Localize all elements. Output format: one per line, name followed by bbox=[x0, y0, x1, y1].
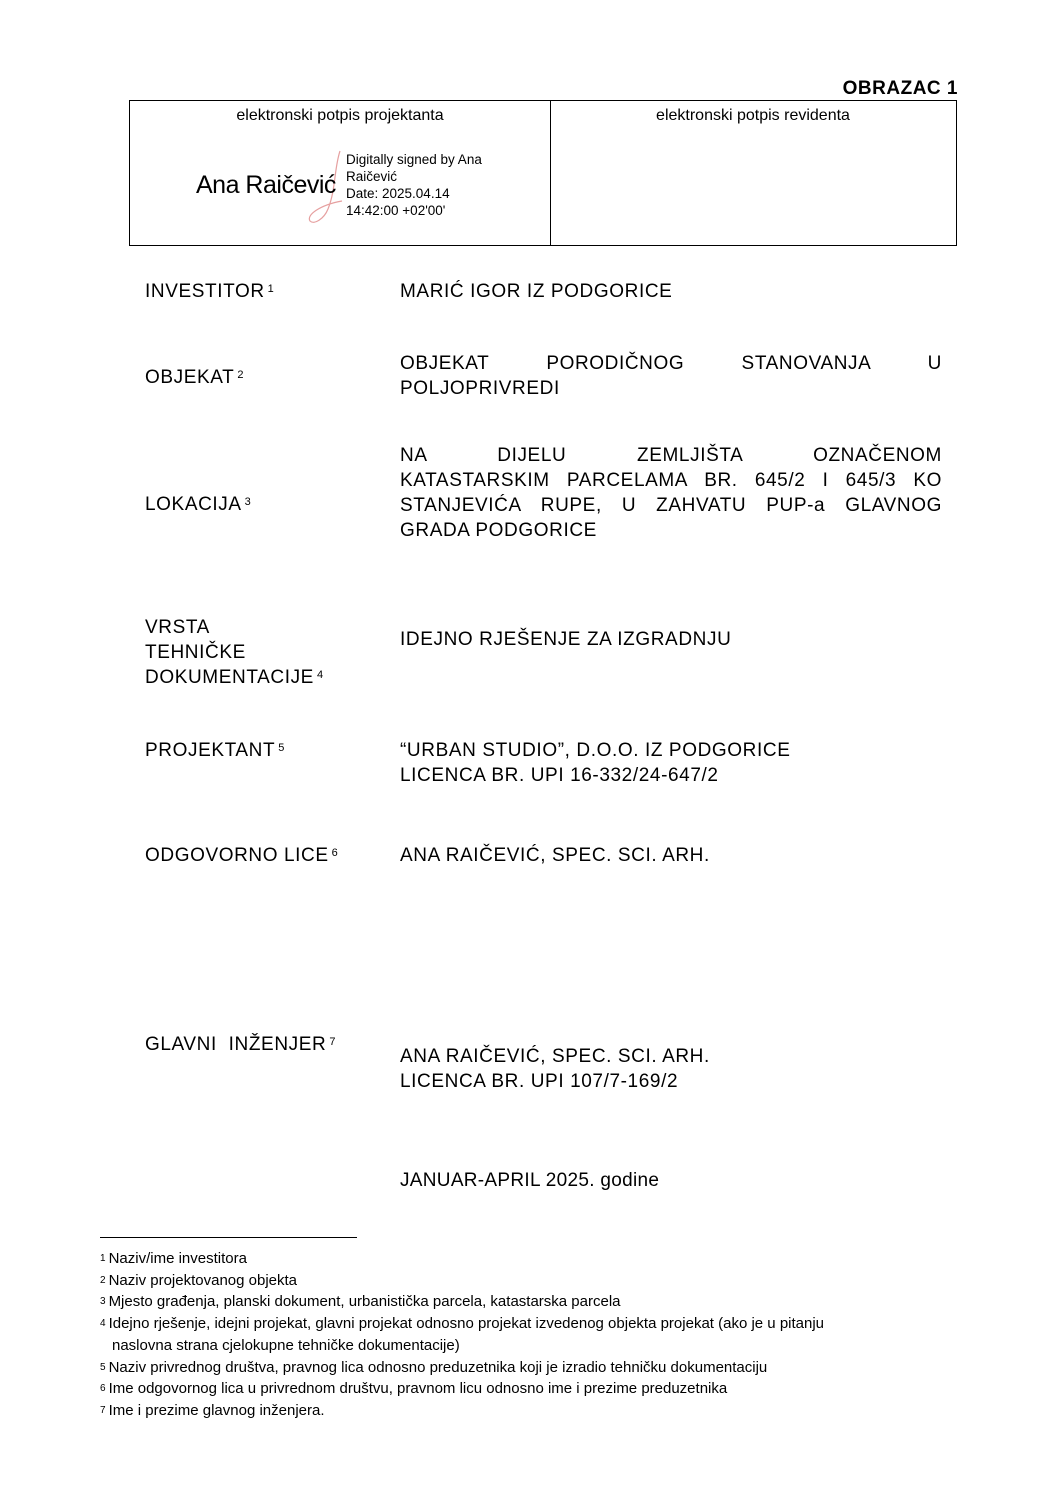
lokacija-value-line: GRADA PODGORICE bbox=[400, 520, 597, 541]
glavni-inzenjer-label: GLAVNI INŽENJER $^7$ bbox=[145, 1034, 337, 1055]
signature-box bbox=[129, 100, 957, 246]
lokacija-value-line: NA DIJELU ZEMLJIŠTA OZNAČENOM bbox=[400, 445, 942, 466]
signature-detail-line: 14:42:00 +02'00' bbox=[346, 203, 446, 218]
footnote: $^2$ Naziv projektovanog objekta bbox=[100, 1271, 298, 1289]
footnote: $^6$ Ime odgovornog lica u privrednom društvu, pravnom licu odnosno ime i prezime preduzetnika bbox=[100, 1380, 728, 1398]
signature-detail-line: Raičević bbox=[346, 169, 398, 184]
glavni-inzenjer-value-line: ANA RAIČEVIĆ, SPEC. SCI. ARH. bbox=[400, 1046, 710, 1067]
signature-detail-line: Date: 2025.04.14 bbox=[346, 186, 450, 201]
objekat-value-line: POLJOPRIVREDI bbox=[400, 378, 560, 399]
footnote: $^4$ Idejno rješenje, idejni projekat, glavni projekat odnosno projekat izvedenog objekta projekat (ako je u pitanju bbox=[100, 1315, 825, 1333]
odgovorno-lice-label: ODGOVORNO LICE $^6$ bbox=[145, 845, 339, 866]
signature-details bbox=[346, 151, 482, 219]
lokacija-label: LOKACIJA $^3$ bbox=[145, 494, 252, 515]
vrsta-label: VRSTA TEHNIČKE DOKUMENTACIJE $^4$ bbox=[145, 617, 324, 688]
investitor-value: MARIĆ IGOR IZ PODGORICE bbox=[400, 281, 673, 302]
projektant-value-line: LICENCA BR. UPI 16-332/24-647/2 bbox=[400, 765, 719, 786]
footnotes bbox=[100, 1248, 824, 1422]
investitor-label: INVESTITOR $^1$ bbox=[145, 281, 275, 302]
footnote-continuation: naslovna strana cjelokupne tehničke dokumentacije) bbox=[112, 1336, 460, 1354]
vrsta-value: IDEJNO RJEŠENJE ZA IZGRADNJU bbox=[400, 629, 732, 650]
projektant-value-line: “URBAN STUDIO”, D.O.O. IZ PODGORICE bbox=[400, 740, 791, 761]
reviewer-signature-header: elektronski potpis revidenta bbox=[656, 107, 850, 124]
footnote: $^5$ Naziv privrednog društva, pravnog lica odnosno preduzetnika koji je izradio tehničku dokumentaciju bbox=[100, 1358, 768, 1376]
signer-name: Ana Raičević bbox=[196, 171, 336, 199]
footnote-separator bbox=[100, 1237, 357, 1238]
signature-detail-line: Digitally signed by Ana bbox=[346, 152, 482, 167]
odgovorno-lice-value: ANA RAIČEVIĆ, SPEC. SCI. ARH. bbox=[400, 845, 710, 866]
projektant-label: PROJEKTANT $^5$ bbox=[145, 740, 285, 761]
footnote: $^7$ Ime i prezime glavnog inženjera. bbox=[100, 1401, 325, 1419]
lokacija-value-line: STANJEVIĆA RUPE, U ZAHVATU PUP-a GLAVNOG bbox=[400, 495, 942, 516]
footnote: $^3$ Mjesto građenja, planski dokument, urbanistička parcela, katastarska parcela bbox=[100, 1293, 621, 1311]
objekat-label: OBJEKAT $^2$ bbox=[145, 367, 245, 388]
document-date: JANUAR-APRIL 2025. godine bbox=[400, 1170, 660, 1191]
lokacija-value-line: KATASTARSKIM PARCELAMA BR. 645/2 I 645/3 KO bbox=[400, 470, 942, 491]
objekat-value-line: OBJEKAT PORODIČNOG STANOVANJA U bbox=[400, 353, 942, 374]
footnote: $^1$ Naziv/ime investitora bbox=[100, 1250, 247, 1267]
form-title: OBRAZAC 1 bbox=[842, 78, 958, 99]
glavni-inzenjer-value-line: LICENCA BR. UPI 107/7-169/2 bbox=[400, 1071, 679, 1092]
designer-signature-header: elektronski potpis projektanta bbox=[236, 107, 444, 124]
